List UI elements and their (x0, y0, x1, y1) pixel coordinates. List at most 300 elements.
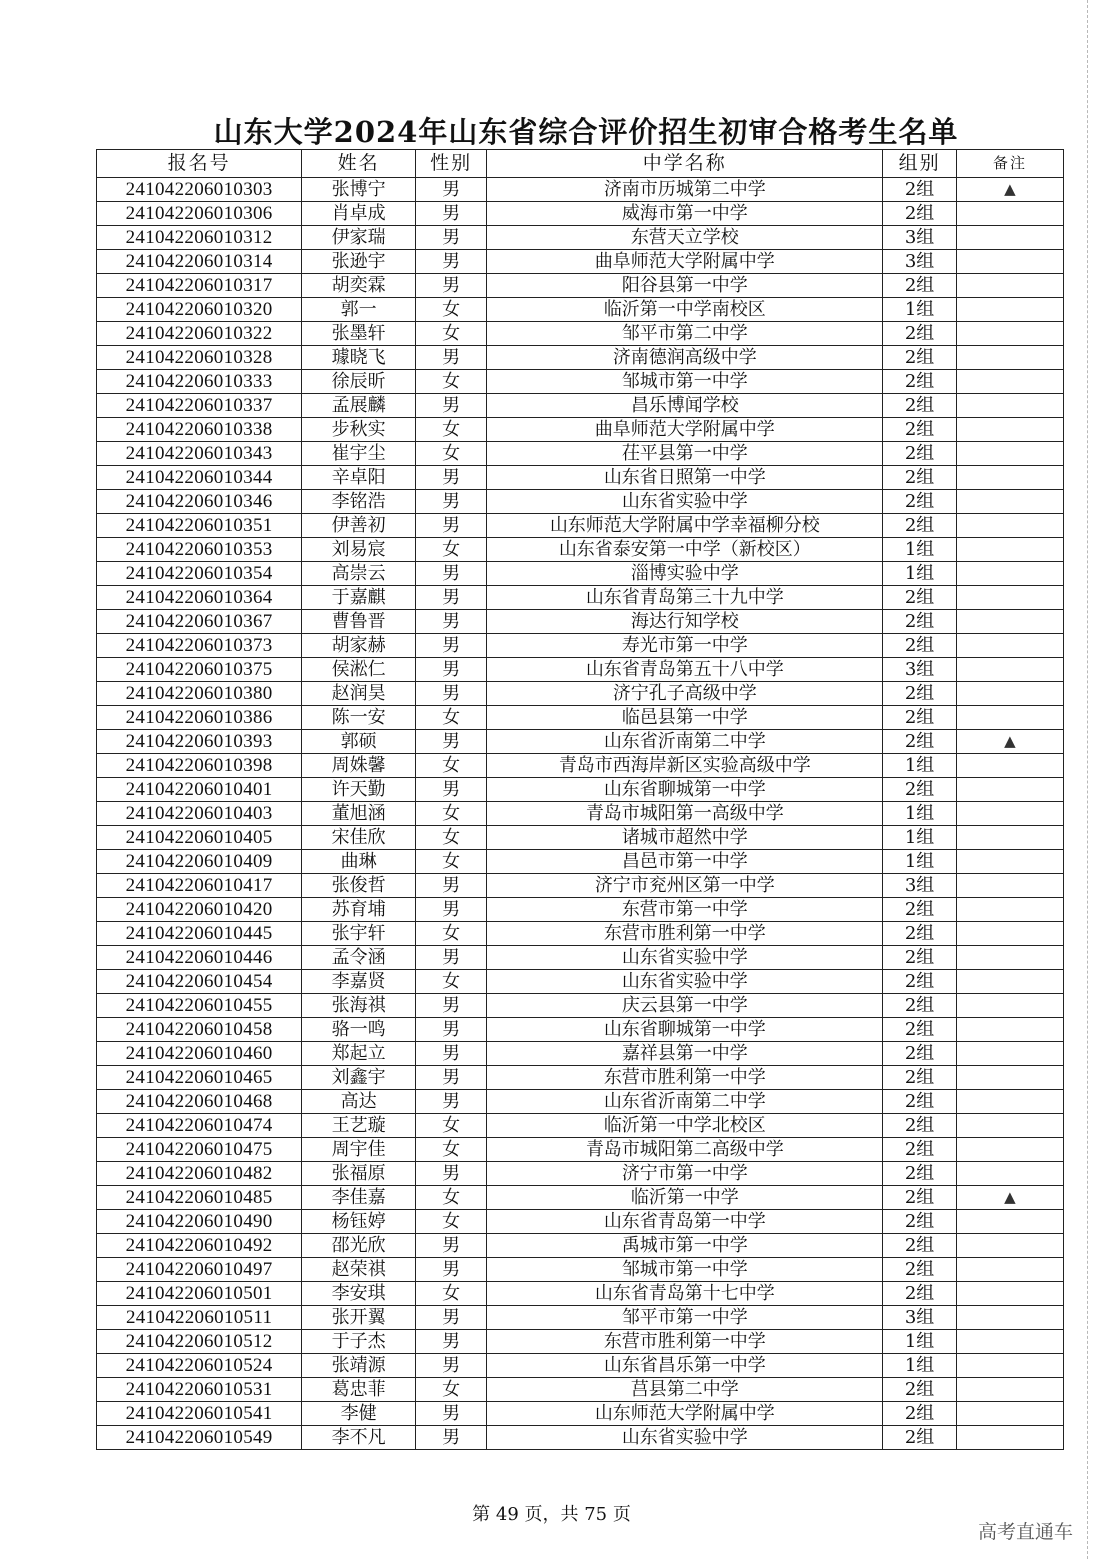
cell-registration-id: 241042206010454 (97, 970, 302, 994)
page-footer: 第 49 页，共 75 页 (472, 1504, 631, 1525)
cell-registration-id: 241042206010455 (97, 994, 302, 1018)
cell-registration-id: 241042206010303 (97, 178, 302, 202)
cell-name: 张墨轩 (302, 322, 416, 346)
cell-sex: 男 (415, 250, 486, 274)
cell-registration-id: 241042206010511 (97, 1306, 302, 1330)
cell-note (956, 1282, 1063, 1306)
cell-group: 2组 (883, 1162, 957, 1186)
cell-sex: 女 (415, 538, 486, 562)
cell-sex: 男 (415, 562, 486, 586)
cell-school: 海达行知学校 (487, 610, 883, 634)
cell-school: 山东省日照第一中学 (487, 466, 883, 490)
table-row (97, 490, 1064, 514)
cell-name: 孟展麟 (302, 394, 416, 418)
cell-registration-id: 241042206010417 (97, 874, 302, 898)
cell-name: 杨钰婷 (302, 1210, 416, 1234)
cell-name: 李安琪 (302, 1282, 416, 1306)
cell-name: 许天勤 (302, 778, 416, 802)
cell-group: 2组 (883, 610, 957, 634)
cell-school: 东营市第一中学 (487, 898, 883, 922)
cell-name: 董旭涵 (302, 802, 416, 826)
cell-sex: 女 (415, 850, 486, 874)
cell-sex: 男 (415, 514, 486, 538)
cell-school: 寿光市第一中学 (487, 634, 883, 658)
cell-school: 邹平市第二中学 (487, 322, 883, 346)
cell-name: 李不凡 (302, 1426, 416, 1450)
cell-sex: 男 (415, 778, 486, 802)
cell-sex: 男 (415, 946, 486, 970)
cell-note (956, 1114, 1063, 1138)
cell-note (956, 394, 1063, 418)
cell-registration-id: 241042206010485 (97, 1186, 302, 1210)
table-header-row (97, 150, 1064, 178)
cell-name: 高崇云 (302, 562, 416, 586)
cell-registration-id: 241042206010409 (97, 850, 302, 874)
cell-school: 山东省青岛第十七中学 (487, 1282, 883, 1306)
cell-group: 2组 (883, 1090, 957, 1114)
cell-sex: 女 (415, 418, 486, 442)
cell-registration-id: 241042206010501 (97, 1282, 302, 1306)
scan-edge-line (1087, 0, 1089, 1559)
cell-name: 胡家赫 (302, 634, 416, 658)
cell-sex: 男 (415, 682, 486, 706)
cell-group: 2组 (883, 346, 957, 370)
cell-note: ▲ (956, 1186, 1063, 1210)
cell-school: 临沂第一中学北校区 (487, 1114, 883, 1138)
cell-sex: 男 (415, 1090, 486, 1114)
cell-note (956, 370, 1063, 394)
cell-note (956, 538, 1063, 562)
cell-name: 于子杰 (302, 1330, 416, 1354)
cell-name: 李铭浩 (302, 490, 416, 514)
cell-name: 李嘉贤 (302, 970, 416, 994)
cell-name: 苏育埔 (302, 898, 416, 922)
cell-name: 高达 (302, 1090, 416, 1114)
cell-school: 山东省实验中学 (487, 1426, 883, 1450)
table-row (97, 1354, 1064, 1378)
cell-group: 2组 (883, 730, 957, 754)
cell-school: 邹城市第一中学 (487, 1258, 883, 1282)
table-row (97, 1306, 1064, 1330)
header-name: 姓名 (302, 150, 416, 178)
cell-group: 2组 (883, 586, 957, 610)
cell-group: 2组 (883, 1138, 957, 1162)
header-school: 中学名称 (487, 150, 883, 178)
cell-group: 2组 (883, 514, 957, 538)
cell-note (956, 226, 1063, 250)
table-row (97, 178, 1064, 202)
cell-school: 济宁市兖州区第一中学 (487, 874, 883, 898)
cell-note (956, 298, 1063, 322)
table-row (97, 874, 1064, 898)
cell-school: 济宁市第一中学 (487, 1162, 883, 1186)
table-row (97, 922, 1064, 946)
cell-group: 2组 (883, 706, 957, 730)
cell-school: 济南德润高级中学 (487, 346, 883, 370)
table-row (97, 898, 1064, 922)
cell-group: 1组 (883, 1354, 957, 1378)
cell-name: 张宇轩 (302, 922, 416, 946)
cell-name: 于嘉麒 (302, 586, 416, 610)
cell-group: 2组 (883, 1282, 957, 1306)
cell-note (956, 1162, 1063, 1186)
cell-note (956, 826, 1063, 850)
cell-group: 2组 (883, 994, 957, 1018)
cell-sex: 男 (415, 1402, 486, 1426)
cell-group: 2组 (883, 1210, 957, 1234)
cell-sex: 女 (415, 1138, 486, 1162)
cell-registration-id: 241042206010524 (97, 1354, 302, 1378)
cell-name: 张靖源 (302, 1354, 416, 1378)
cell-name: 曹鲁晋 (302, 610, 416, 634)
table-row (97, 1042, 1064, 1066)
cell-sex: 男 (415, 1018, 486, 1042)
cell-school: 临沂第一中学南校区 (487, 298, 883, 322)
table-row (97, 322, 1064, 346)
cell-registration-id: 241042206010317 (97, 274, 302, 298)
table-row (97, 202, 1064, 226)
cell-registration-id: 241042206010541 (97, 1402, 302, 1426)
cell-school: 济南市历城第二中学 (487, 178, 883, 202)
cell-sex: 男 (415, 490, 486, 514)
cell-group: 2组 (883, 202, 957, 226)
cell-sex: 女 (415, 970, 486, 994)
cell-registration-id: 241042206010337 (97, 394, 302, 418)
cell-name: 肖卓成 (302, 202, 416, 226)
cell-note (956, 202, 1063, 226)
table-row (97, 610, 1064, 634)
cell-name: 王艺璇 (302, 1114, 416, 1138)
cell-group: 2组 (883, 442, 957, 466)
cell-name: 张海祺 (302, 994, 416, 1018)
cell-school: 淄博实验中学 (487, 562, 883, 586)
table-row (97, 1186, 1064, 1210)
table-row (97, 946, 1064, 970)
cell-sex: 女 (415, 802, 486, 826)
header-note: 备注 (956, 150, 1063, 178)
cell-group: 2组 (883, 682, 957, 706)
cell-registration-id: 241042206010512 (97, 1330, 302, 1354)
cell-sex: 女 (415, 1378, 486, 1402)
table-row (97, 850, 1064, 874)
candidate-table (96, 149, 1064, 1450)
cell-group: 2组 (883, 1234, 957, 1258)
cell-note (956, 874, 1063, 898)
cell-registration-id: 241042206010333 (97, 370, 302, 394)
cell-sex: 女 (415, 706, 486, 730)
cell-note (956, 658, 1063, 682)
cell-school: 山东省实验中学 (487, 970, 883, 994)
cell-sex: 男 (415, 394, 486, 418)
cell-school: 莒县第二中学 (487, 1378, 883, 1402)
cell-registration-id: 241042206010446 (97, 946, 302, 970)
table-row (97, 970, 1064, 994)
cell-school: 山东师范大学附属中学幸福柳分校 (487, 514, 883, 538)
table-row (97, 514, 1064, 538)
cell-note (956, 586, 1063, 610)
cell-group: 1组 (883, 1330, 957, 1354)
cell-note (956, 994, 1063, 1018)
cell-registration-id: 241042206010364 (97, 586, 302, 610)
cell-sex: 男 (415, 1426, 486, 1450)
cell-note (956, 610, 1063, 634)
table-row (97, 778, 1064, 802)
cell-school: 阳谷县第一中学 (487, 274, 883, 298)
cell-name: 邵光欣 (302, 1234, 416, 1258)
cell-school: 邹平市第一中学 (487, 1306, 883, 1330)
table-row (97, 1258, 1064, 1282)
cell-name: 李佳嘉 (302, 1186, 416, 1210)
cell-sex: 男 (415, 874, 486, 898)
cell-note: ▲ (956, 730, 1063, 754)
cell-registration-id: 241042206010338 (97, 418, 302, 442)
cell-registration-id: 241042206010482 (97, 1162, 302, 1186)
cell-name: 周宇佳 (302, 1138, 416, 1162)
cell-name: 崔宇尘 (302, 442, 416, 466)
cell-name: 骆一鸣 (302, 1018, 416, 1042)
cell-school: 临邑县第一中学 (487, 706, 883, 730)
cell-sex: 男 (415, 994, 486, 1018)
cell-group: 2组 (883, 970, 957, 994)
cell-registration-id: 241042206010306 (97, 202, 302, 226)
table-row (97, 274, 1064, 298)
cell-group: 2组 (883, 634, 957, 658)
cell-name: 刘易宸 (302, 538, 416, 562)
cell-name: 张福原 (302, 1162, 416, 1186)
cell-registration-id: 241042206010353 (97, 538, 302, 562)
table-row (97, 706, 1064, 730)
cell-name: 张开翼 (302, 1306, 416, 1330)
table-row (97, 1210, 1064, 1234)
cell-school: 山东省沂南第二中学 (487, 1090, 883, 1114)
cell-name: 辛卓阳 (302, 466, 416, 490)
table-row (97, 1282, 1064, 1306)
cell-group: 3组 (883, 226, 957, 250)
cell-sex: 男 (415, 898, 486, 922)
table-row (97, 754, 1064, 778)
table-row (97, 802, 1064, 826)
cell-registration-id: 241042206010549 (97, 1426, 302, 1450)
cell-group: 3组 (883, 1306, 957, 1330)
cell-sex: 男 (415, 1042, 486, 1066)
table-row (97, 298, 1064, 322)
cell-registration-id: 241042206010344 (97, 466, 302, 490)
cell-note (956, 1066, 1063, 1090)
cell-name: 伊善初 (302, 514, 416, 538)
cell-sex: 男 (415, 1330, 486, 1354)
cell-group: 2组 (883, 178, 957, 202)
cell-group: 2组 (883, 778, 957, 802)
cell-name: 赵润昊 (302, 682, 416, 706)
cell-sex: 女 (415, 1210, 486, 1234)
table-row (97, 562, 1064, 586)
cell-school: 济宁孔子高级中学 (487, 682, 883, 706)
cell-group: 2组 (883, 466, 957, 490)
cell-group: 1组 (883, 562, 957, 586)
cell-note (956, 346, 1063, 370)
cell-group: 2组 (883, 1042, 957, 1066)
cell-registration-id: 241042206010490 (97, 1210, 302, 1234)
watermark: 高考直通车 (977, 1521, 1073, 1543)
cell-school: 庆云县第一中学 (487, 994, 883, 1018)
cell-sex: 男 (415, 1306, 486, 1330)
cell-school: 山东省泰安第一中学（新校区） (487, 538, 883, 562)
table-row (97, 1426, 1064, 1450)
cell-registration-id: 241042206010351 (97, 514, 302, 538)
cell-sex: 男 (415, 586, 486, 610)
cell-note (956, 1090, 1063, 1114)
cell-group: 2组 (883, 898, 957, 922)
cell-school: 东营市胜利第一中学 (487, 922, 883, 946)
cell-name: 郭一 (302, 298, 416, 322)
cell-sex: 男 (415, 1234, 486, 1258)
cell-school: 山东省聊城第一中学 (487, 778, 883, 802)
cell-school: 山东省青岛第一中学 (487, 1210, 883, 1234)
cell-note (956, 490, 1063, 514)
cell-group: 1组 (883, 826, 957, 850)
cell-group: 2组 (883, 1402, 957, 1426)
cell-registration-id: 241042206010314 (97, 250, 302, 274)
cell-school: 临沂第一中学 (487, 1186, 883, 1210)
cell-registration-id: 241042206010320 (97, 298, 302, 322)
table-row (97, 658, 1064, 682)
cell-registration-id: 241042206010460 (97, 1042, 302, 1066)
cell-school: 青岛市城阳第一高级中学 (487, 802, 883, 826)
cell-school: 东营天立学校 (487, 226, 883, 250)
cell-registration-id: 241042206010401 (97, 778, 302, 802)
cell-registration-id: 241042206010468 (97, 1090, 302, 1114)
cell-name: 胡奕霖 (302, 274, 416, 298)
table-row (97, 1378, 1064, 1402)
cell-sex: 女 (415, 826, 486, 850)
cell-note (956, 1426, 1063, 1450)
cell-sex: 男 (415, 202, 486, 226)
cell-sex: 男 (415, 634, 486, 658)
cell-school: 山东省昌乐第一中学 (487, 1354, 883, 1378)
cell-note: ▲ (956, 178, 1063, 202)
cell-registration-id: 241042206010367 (97, 610, 302, 634)
cell-sex: 男 (415, 1066, 486, 1090)
header-id: 报名号 (97, 150, 302, 178)
cell-school: 东营市胜利第一中学 (487, 1066, 883, 1090)
cell-registration-id: 241042206010386 (97, 706, 302, 730)
cell-note (956, 1306, 1063, 1330)
cell-group: 2组 (883, 946, 957, 970)
cell-group: 3组 (883, 250, 957, 274)
cell-note (956, 634, 1063, 658)
cell-group: 2组 (883, 490, 957, 514)
cell-school: 东营市胜利第一中学 (487, 1330, 883, 1354)
cell-school: 昌乐博闻学校 (487, 394, 883, 418)
cell-group: 2组 (883, 1258, 957, 1282)
table-body (97, 178, 1064, 1450)
cell-name: 璩晓飞 (302, 346, 416, 370)
cell-group: 1组 (883, 298, 957, 322)
cell-registration-id: 241042206010398 (97, 754, 302, 778)
cell-sex: 男 (415, 346, 486, 370)
cell-note (956, 778, 1063, 802)
cell-note (956, 250, 1063, 274)
cell-name: 步秋实 (302, 418, 416, 442)
table-row (97, 634, 1064, 658)
cell-school: 山东省青岛第五十八中学 (487, 658, 883, 682)
cell-school: 禹城市第一中学 (487, 1234, 883, 1258)
cell-group: 2组 (883, 1066, 957, 1090)
cell-name: 郭硕 (302, 730, 416, 754)
cell-sex: 女 (415, 754, 486, 778)
cell-note (956, 274, 1063, 298)
cell-note (956, 802, 1063, 826)
cell-group: 2组 (883, 370, 957, 394)
cell-note (956, 1354, 1063, 1378)
cell-group: 2组 (883, 274, 957, 298)
table-row (97, 1234, 1064, 1258)
cell-note (956, 418, 1063, 442)
cell-name: 周姝馨 (302, 754, 416, 778)
cell-name: 张逊宇 (302, 250, 416, 274)
cell-school: 嘉祥县第一中学 (487, 1042, 883, 1066)
cell-sex: 女 (415, 1114, 486, 1138)
document-title: 山东大学2024年山东省综合评价招生初审合格考生名单 (213, 115, 959, 149)
table-row (97, 538, 1064, 562)
cell-name: 伊家瑞 (302, 226, 416, 250)
cell-registration-id: 241042206010531 (97, 1378, 302, 1402)
cell-group: 1组 (883, 538, 957, 562)
cell-note (956, 562, 1063, 586)
cell-group: 2组 (883, 322, 957, 346)
header-sex: 性别 (415, 150, 486, 178)
cell-note (956, 706, 1063, 730)
cell-school: 茌平县第一中学 (487, 442, 883, 466)
cell-note (956, 1258, 1063, 1282)
cell-note (956, 514, 1063, 538)
cell-name: 陈一安 (302, 706, 416, 730)
cell-sex: 男 (415, 466, 486, 490)
cell-registration-id: 241042206010322 (97, 322, 302, 346)
cell-name: 孟令涵 (302, 946, 416, 970)
table-row (97, 1402, 1064, 1426)
cell-school: 曲阜师范大学附属中学 (487, 250, 883, 274)
cell-school: 邹城市第一中学 (487, 370, 883, 394)
cell-registration-id: 241042206010328 (97, 346, 302, 370)
cell-group: 1组 (883, 754, 957, 778)
cell-name: 李健 (302, 1402, 416, 1426)
cell-sex: 女 (415, 922, 486, 946)
table-row (97, 1330, 1064, 1354)
cell-registration-id: 241042206010445 (97, 922, 302, 946)
cell-group: 3组 (883, 658, 957, 682)
cell-registration-id: 241042206010458 (97, 1018, 302, 1042)
cell-sex: 女 (415, 1186, 486, 1210)
cell-registration-id: 241042206010375 (97, 658, 302, 682)
cell-name: 刘鑫宇 (302, 1066, 416, 1090)
cell-sex: 女 (415, 442, 486, 466)
cell-group: 2组 (883, 1378, 957, 1402)
cell-group: 2组 (883, 394, 957, 418)
cell-name: 张博宁 (302, 178, 416, 202)
table-row (97, 1066, 1064, 1090)
cell-name: 张俊哲 (302, 874, 416, 898)
cell-registration-id: 241042206010492 (97, 1234, 302, 1258)
cell-note (956, 898, 1063, 922)
cell-registration-id: 241042206010465 (97, 1066, 302, 1090)
cell-group: 3组 (883, 874, 957, 898)
cell-note (956, 970, 1063, 994)
cell-note (956, 1330, 1063, 1354)
table-row (97, 466, 1064, 490)
cell-school: 青岛市西海岸新区实验高级中学 (487, 754, 883, 778)
cell-school: 山东省实验中学 (487, 946, 883, 970)
